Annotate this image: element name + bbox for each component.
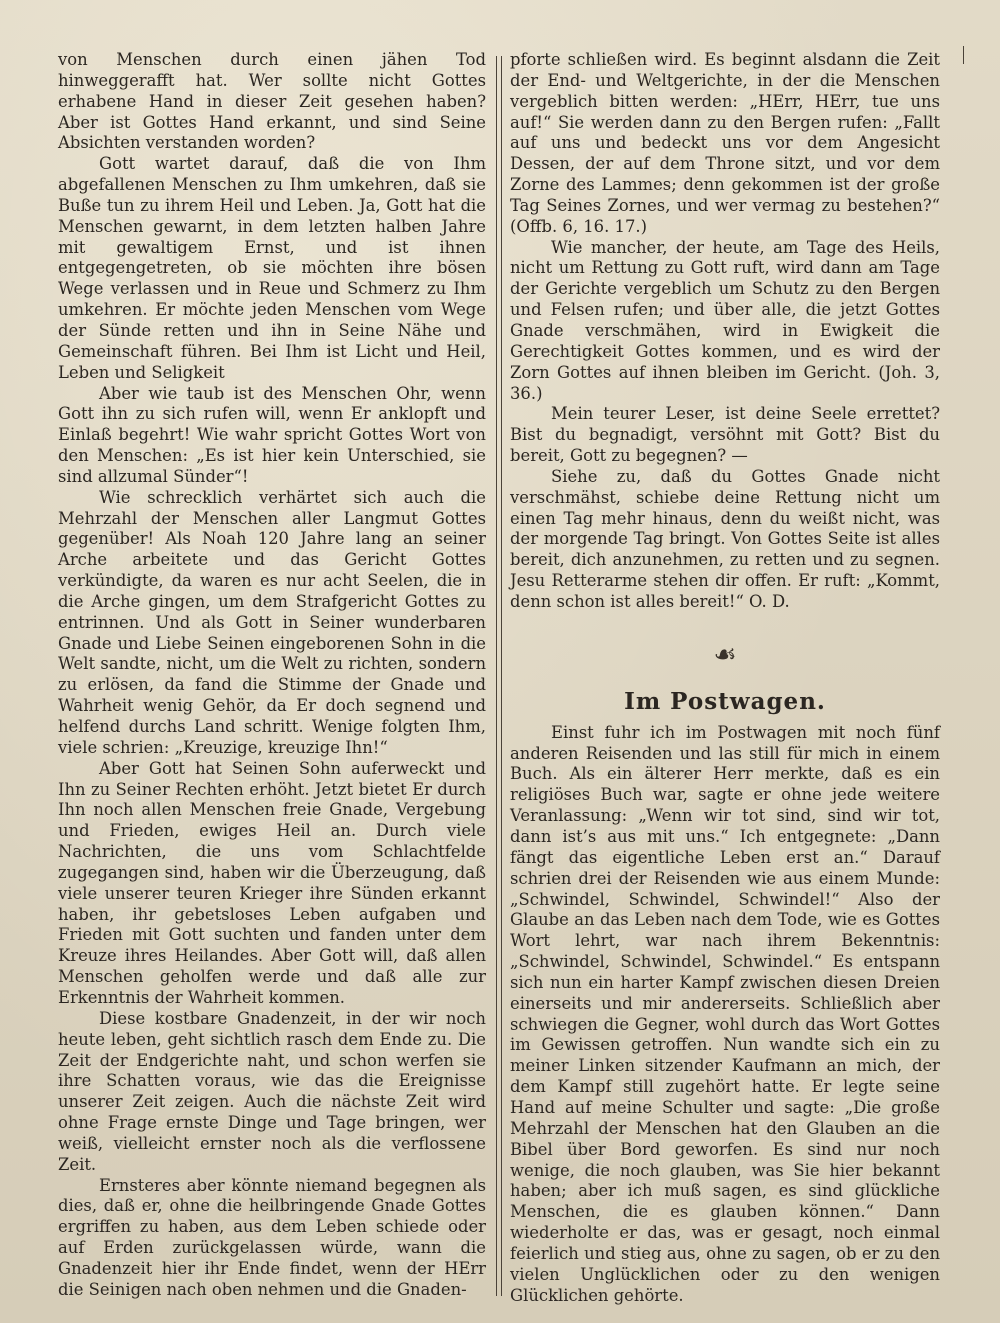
left-paragraph-7: Ernsteres aber könnte niemand begegnen als dies, daß er, ohne die heilbringende Gnade Gottes ergriffen zu haben, aus dem Leben schiede oder auf Erden zurückgelassen würde, wann die Gnadenzeit hier ihr Ende findet, wenn der HErr die Seinigen nach oben nehmen und die Gnaden- bbox=[58, 1175, 486, 1299]
left-paragraph-6: Diese kostbare Gnadenzeit, in der wir noch heute leben, geht sichtlich rasch dem Ende zu. Die Zeit der Endgerichte naht, und schon werfen sie ihre Schatten voraus, wie das die Ereignisse unserer Zeit zeigen. Auch die nächste Zeit wird ohne Frage ernste Dinge und Tage bringen, wer weiß, vielleicht ernster noch als die verflossene Zeit. bbox=[58, 1008, 486, 1174]
left-paragraph-3: Aber wie taub ist des Menschen Ohr, wenn Gott ihn zu sich rufen will, wenn Er anklopft und Einlaß begehrt! Wie wahr spricht Gottes Wort von den Menschen: „Es ist hier kein Unterschied, sie sind allzumal Sünder“! bbox=[58, 383, 486, 486]
right-paragraph-4: Siehe zu, daß du Gottes Gnade nicht verschmähst, schiebe deine Rettung nicht um einen Tag mehr hinaus, denn du weißt nicht, was der morgende Tag bringt. Von Gottes Seite ist alles bereit, dich anzunehmen, zu retten und zu segnen. Jesu Retterarme stehen dir offen. Er ruft: „Kommt, denn schon ist alles bereit!“ O. D. bbox=[510, 466, 940, 611]
right-paragraph-2: Wie mancher, der heute, am Tage des Heils, nicht um Rettung zu Gott ruft, wird dann am Tage der Gerichte vergeblich um Schutz zu den Bergen und Felsen rufen; und über alle, die jetzt Gottes Gnade verschmähen, wird in Ewigkeit die Gerechtigkeit Gottes kommen, und es wird der Zorn Gottes auf ihnen bleiben im Gericht. (Joh. 3, 36.) bbox=[510, 237, 940, 403]
column-rule-top-right bbox=[963, 46, 967, 64]
right-column bbox=[510, 50, 940, 1306]
left-column bbox=[58, 50, 486, 1301]
right-paragraph-3: Mein teurer Leser, ist deine Seele errettet? Bist du begnadigt, versöhnt mit Gott? Bist du bereit, Gott zu begegnen? — bbox=[510, 404, 940, 466]
right-paragraph-1: pforte schließen wird. Es beginnt alsdann die Zeit der End- und Weltgerichte, in der die Menschen vergeblich bitten werden: „HErr, HErr, tue uns auf!“ Sie werden dann zu den Bergen rufen: „Fallt auf uns und bedeckt uns vor dem Angesicht Dessen, der auf dem Throne sitzt, und vor dem Zorne des Lammes; denn gekommen ist der große Tag Seines Zornes, und wer vermag zu bestehen?“ (Offb. 6, 16. 17.) bbox=[510, 50, 940, 236]
ornament-icon: ☙ bbox=[713, 639, 737, 670]
left-paragraph-5: Aber Gott hat Seinen Sohn auferweckt und Ihn zu Seiner Rechten erhöht. Jetzt bietet Er durch Ihn noch allen Menschen freie Gnade, Vergebung und Frieden, ewiges Heil an. Durch viele Nachrichten, die uns vom Schlachtfelde zugegangen sind, haben wir die Überzeugung, daß viele unserer teuren Krieger ihre Sünden erkannt haben, ihr gebetsloses Leben aufgaben und Frieden mit Gott suchten und fanden unter dem Kreuze ihres Heilandes. Aber Gott will, daß allen Menschen geholfen werde und daß alle zur Erkenntnis der Wahrheit kommen. bbox=[58, 758, 486, 1007]
article-paragraph-1: Einst fuhr ich im Postwagen mit noch fünf anderen Reisenden und las still für mich in einem Buch. Als ein älterer Herr merkte, daß es ein religiöses Buch war, sagte er ohne jede weitere Veranlassung: „Wenn wir tot sind, sind wir tot, dann ist’s aus mit uns.“ Ich entgegnete: „Dann fängt das eigentliche Leben erst an.“ Darauf schrien drei der Reisenden wie aus einem Munde: „Schwindel, Schwindel, Schwindel!“ Also der Glaube an das Leben nach dem Tode, wie es Gottes Wort lehrt, war nach ihrem Bekenntnis: „Schwindel, Schwindel, Schwindel.“ Es entspann sich nun ein harter Kampf zwischen diesen Dreien einerseits und mir andererseits. Schließlich aber schwiegen die Gegner, wohl durch das Wort Gottes im Gewissen getroffen. Nun wandte sich ein zu meiner Linken sitzender Kaufmann an mich, der dem Kampf still zugehört hatte. Er legte seine Hand auf meine Schulter und sagte: „Die große Mehrzahl der Menschen hat den Glauben an die Bibel über Bord geworfen. Es sind nur noch wenige, die noch glauben, was Sie hier bekannt haben; aber ich muß sagen, es sind glückliche Menschen, die es glauben können.“ Dann wiederholte er das, was er gesagt, noch einmal feierlich und stieg aus, ohne zu sagen, ob er zu den vielen Unglücklichen oder zu den wenigen Glücklichen gehörte. bbox=[510, 722, 940, 1305]
column-divider bbox=[496, 56, 502, 1296]
left-paragraph-4: Wie schrecklich verhärtet sich auch die Mehrzahl der Menschen aller Langmut Gottes gegenüber! Als Noah 120 Jahre lang an seiner Arche arbeitete und das Gericht Gottes verkündigte, da waren es nur acht Seelen, die in die Arche gingen, um dem Strafgericht Gottes zu entrinnen. Und als Gott in Seiner wunderbaren Gnade und Liebe Seinen eingeborenen Sohn in die Welt sandte, nicht, um die Welt zu richten, sondern zu erlösen, da fand die Stimme der Gnade und Wahrheit wenig Gehör, da Er doch segnend und helfend durchs Land schritt. Wenige folgten Ihm, viele schrien: „Kreuzige, kreuzige Ihn!“ bbox=[58, 487, 486, 757]
article-title: Im Postwagen. bbox=[624, 687, 826, 715]
left-paragraph-1: von Menschen durch einen jähen Tod hinweggerafft hat. Wer sollte nicht Gottes erhabene Hand in dieser Zeit gesehen haben? Aber ist Gottes Hand erkannt, und sind Seine Absichten verstanden worden? bbox=[58, 50, 486, 153]
left-paragraph-2: Gott wartet darauf, daß die von Ihm abgefallenen Menschen zu Ihm umkehren, daß sie Buße tun zu ihrem Heil und Leben. Ja, Gott hat die Menschen gewarnt, in dem letzten halben Jahre mit gewaltigem Ernst, und ist ihnen entgegengetreten, ob sie möchten ihre bösen Wege verlassen und in Reue und Schmerz zu Ihm umkehren. Er möchte jeden Menschen vom Wege der Sünde retten und ihn in Seine Nähe und Gemeinschaft führen. Bei Ihm ist Licht und Heil, Leben und Seligkeit bbox=[58, 154, 486, 382]
